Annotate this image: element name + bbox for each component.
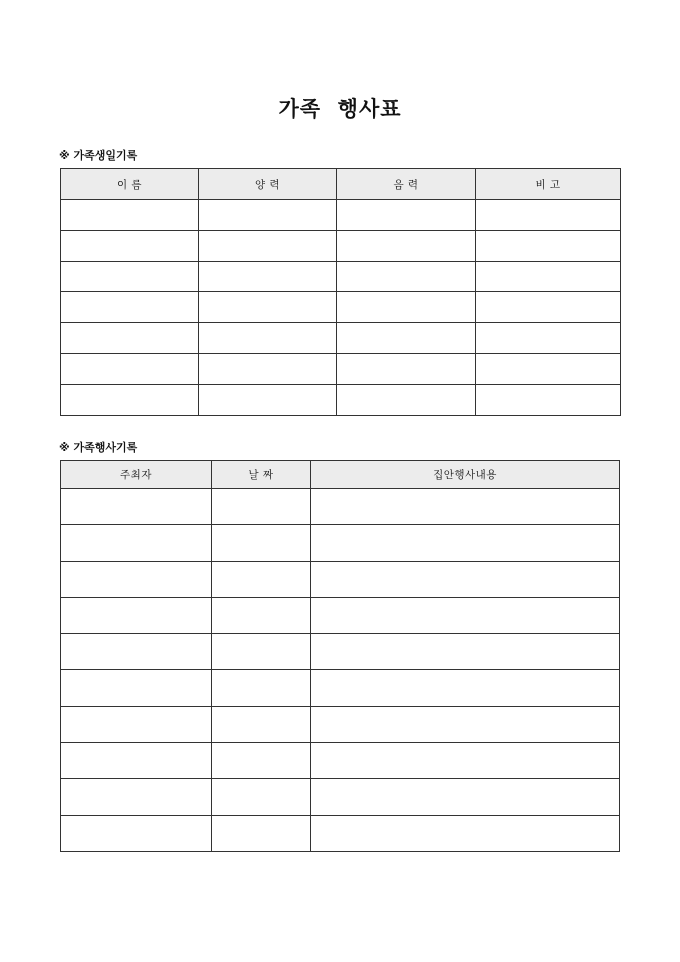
table-row <box>61 597 620 633</box>
table-row <box>61 384 621 415</box>
table-cell[interactable] <box>212 815 311 851</box>
event-section-label: ※ 가족행사기록 <box>59 441 138 454</box>
table-cell[interactable] <box>311 561 620 597</box>
table-cell[interactable] <box>199 323 337 354</box>
table-cell[interactable] <box>61 706 212 742</box>
table-cell[interactable] <box>337 292 476 323</box>
column-header-event-content: 집안행사내용 <box>311 461 620 489</box>
table-cell[interactable] <box>61 200 199 231</box>
table-cell[interactable] <box>199 230 337 261</box>
table-row <box>61 261 621 292</box>
table-cell[interactable] <box>199 353 337 384</box>
table-row <box>61 779 620 815</box>
table-cell[interactable] <box>212 634 311 670</box>
table-cell[interactable] <box>199 384 337 415</box>
table-cell[interactable] <box>337 384 476 415</box>
column-header-host: 주최자 <box>61 461 212 489</box>
table-cell[interactable] <box>61 323 199 354</box>
table-cell[interactable] <box>61 353 199 384</box>
table-cell[interactable] <box>199 261 337 292</box>
table-header-row <box>61 169 621 200</box>
table-cell[interactable] <box>61 670 212 706</box>
table-cell[interactable] <box>61 597 212 633</box>
column-header-name: 이 름 <box>61 169 199 200</box>
table-cell[interactable] <box>311 670 620 706</box>
table-cell[interactable] <box>212 597 311 633</box>
table-cell[interactable] <box>476 353 621 384</box>
table-cell[interactable] <box>61 815 212 851</box>
table-cell[interactable] <box>61 261 199 292</box>
table-row <box>61 292 621 323</box>
birthday-record-table <box>60 168 621 416</box>
table-cell[interactable] <box>311 634 620 670</box>
table-cell[interactable] <box>476 384 621 415</box>
table-row <box>61 200 621 231</box>
table-row <box>61 634 620 670</box>
table-cell[interactable] <box>337 261 476 292</box>
table-cell[interactable] <box>311 779 620 815</box>
column-header-lunar-date: 음 력 <box>337 169 476 200</box>
table-row <box>61 353 621 384</box>
column-header-solar-date: 양 력 <box>199 169 337 200</box>
table-cell[interactable] <box>311 743 620 779</box>
table-cell[interactable] <box>61 292 199 323</box>
table-cell[interactable] <box>212 561 311 597</box>
table-cell[interactable] <box>212 525 311 561</box>
event-record-table <box>60 460 620 852</box>
table-cell[interactable] <box>212 779 311 815</box>
column-header-date: 날 짜 <box>212 461 311 489</box>
table-row <box>61 323 621 354</box>
table-cell[interactable] <box>61 525 212 561</box>
table-row <box>61 230 621 261</box>
table-row <box>61 489 620 525</box>
table-cell[interactable] <box>311 597 620 633</box>
table-header-row <box>61 461 620 489</box>
page-title: 가족 행사표 <box>278 97 402 121</box>
table-row <box>61 525 620 561</box>
table-cell[interactable] <box>311 489 620 525</box>
table-cell[interactable] <box>337 323 476 354</box>
column-header-remarks: 비 고 <box>476 169 621 200</box>
table-cell[interactable] <box>311 706 620 742</box>
table-cell[interactable] <box>337 200 476 231</box>
table-cell[interactable] <box>61 489 212 525</box>
table-row <box>61 706 620 742</box>
table-cell[interactable] <box>337 353 476 384</box>
table-cell[interactable] <box>476 230 621 261</box>
table-cell[interactable] <box>212 706 311 742</box>
table-cell[interactable] <box>476 200 621 231</box>
table-cell[interactable] <box>311 815 620 851</box>
table-cell[interactable] <box>61 561 212 597</box>
table-cell[interactable] <box>61 743 212 779</box>
table-row <box>61 670 620 706</box>
table-cell[interactable] <box>311 525 620 561</box>
table-row <box>61 743 620 779</box>
table-cell[interactable] <box>476 323 621 354</box>
table-cell[interactable] <box>61 384 199 415</box>
birthday-section-label: ※ 가족생일기록 <box>59 149 138 162</box>
table-cell[interactable] <box>212 743 311 779</box>
table-row <box>61 561 620 597</box>
table-cell[interactable] <box>212 489 311 525</box>
table-row <box>61 815 620 851</box>
table-cell[interactable] <box>199 200 337 231</box>
table-cell[interactable] <box>337 230 476 261</box>
table-cell[interactable] <box>61 779 212 815</box>
table-cell[interactable] <box>61 230 199 261</box>
table-cell[interactable] <box>212 670 311 706</box>
table-cell[interactable] <box>476 261 621 292</box>
table-cell[interactable] <box>199 292 337 323</box>
table-cell[interactable] <box>61 634 212 670</box>
table-cell[interactable] <box>476 292 621 323</box>
